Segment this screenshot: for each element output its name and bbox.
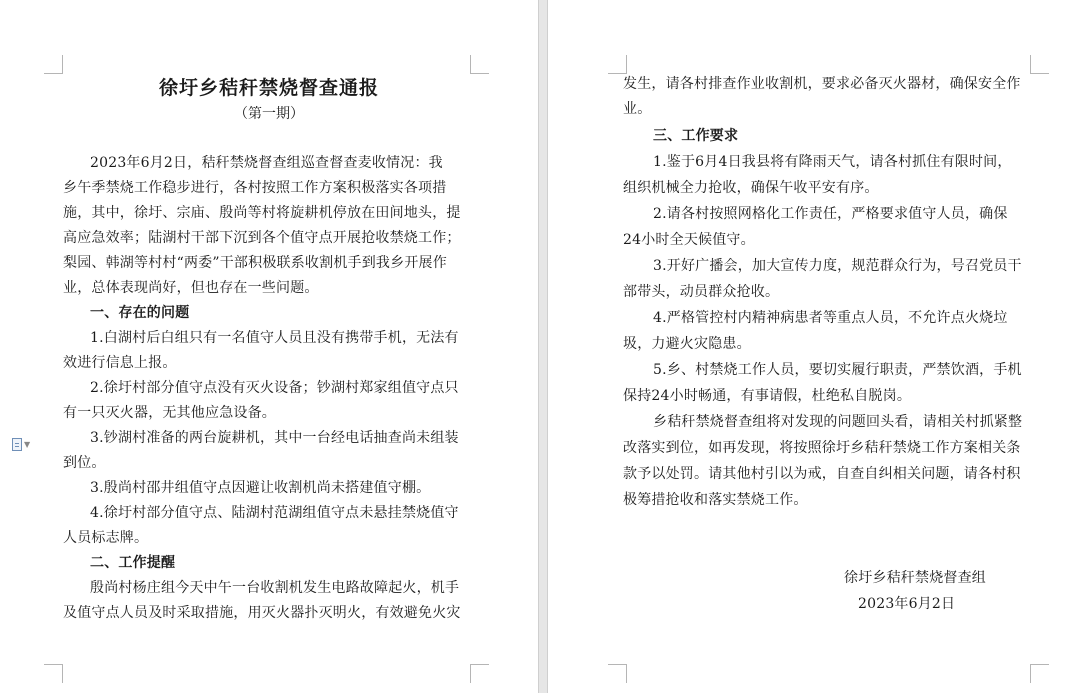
body-line: 及值守点人员及时采取措施，用灭火器扑灭明火，有效避免火灾 (63, 605, 461, 621)
body-line: 发生，请各村排查作业收割机，要求必备灭火器材，确保安全作 (623, 76, 1021, 92)
body-line: 4.严格管控村内精神病患者等重点人员，不允许点火烧垃 (653, 310, 1008, 326)
caret-down-icon: ▼ (24, 439, 31, 449)
body-line: 2023年6月2日，秸秆禁烧督查组巡查督查麦收情况：我 (90, 155, 443, 171)
crop-mark (608, 55, 627, 74)
body-line: 极筹措抢收和落实禁烧工作。 (623, 492, 808, 508)
body-line: 3.殷尚村邵井组值守点因避让收割机尚未搭建值守棚。 (90, 480, 431, 496)
page-gutter (538, 0, 548, 693)
document-sheet-icon (12, 438, 22, 451)
body-line: 有一只灭火器，无其他应急设备。 (63, 405, 276, 421)
section-heading: 二、工作提醒 (90, 555, 176, 571)
body-line: 4.徐圩村部分值守点、陆湖村范湖组值守点未悬挂禁烧值守 (90, 505, 459, 521)
document-title: 徐圩乡秸秆禁烧督查通报 (158, 77, 379, 99)
body-line: 部带头，动员群众抢收。 (623, 284, 780, 300)
body-line: 乡午季禁烧工作稳步进行，各村按照工作方案积极落实各项措 (63, 180, 447, 196)
body-line: 乡秸秆禁烧督查组将对发现的问题回头看，请相关村抓紧整 (653, 414, 1023, 430)
body-line: 1.白湖村后白组只有一名值守人员且没有携带手机，无法有 (90, 330, 459, 346)
body-line: 圾，力避火灾隐患。 (623, 336, 751, 352)
document-icon[interactable] (12, 436, 38, 452)
body-line: 2.徐圩村部分值守点没有灭火设备；钞湖村郑家组值守点只 (90, 380, 459, 396)
crop-mark (470, 664, 489, 683)
body-line: 施，其中，徐圩、宗庙、殷尚等村将旋耕机停放在田间地头，提 (63, 205, 461, 221)
body-line: 3.钞湖村准备的两台旋耕机，其中一台经电话抽查尚未组装 (90, 430, 459, 446)
body-line: 高应急效率；陆湖村干部下沉到各个值守点开展抢收禁烧工作； (63, 230, 461, 246)
body-line: 24小时全天候值守。 (623, 232, 755, 248)
body-line: 5.乡、村禁烧工作人员，要切实履行职责，严禁饮酒，手机 (653, 362, 1022, 378)
crop-mark (608, 664, 627, 683)
section-heading: 三、工作要求 (653, 128, 739, 144)
body-line: 改落实到位，如再发现，将按照徐圩乡秸秆禁烧工作方案相关条 (623, 440, 1021, 456)
left-page (0, 0, 538, 693)
crop-mark (44, 55, 63, 74)
crop-mark (44, 664, 63, 683)
body-line: 2.请各村按照网格化工作责任，严格要求值守人员，确保 (653, 206, 1008, 222)
body-line: 效进行信息上报。 (63, 355, 177, 371)
signature-date: 2023年6月2日 (858, 596, 956, 612)
signature-org: 徐圩乡秸秆禁烧督查组 (844, 570, 986, 586)
body-line: 业，总体表现尚好，但也存在一些问题。 (63, 280, 319, 296)
body-line: 到位。 (63, 455, 106, 471)
body-line: 1.鉴于6月4日我县将有降雨天气，请各村抓住有限时间， (653, 154, 1012, 170)
section-heading: 一、存在的问题 (90, 305, 190, 321)
body-line: 款予以处罚。请其他村引以为戒，自查自纠相关问题，请各村积 (623, 466, 1021, 482)
crop-mark (1030, 664, 1049, 683)
document-subtitle: （第一期） (234, 106, 304, 122)
crop-mark (1030, 55, 1049, 74)
body-line: 保持24小时畅通，有事请假，杜绝私自脱岗。 (623, 388, 912, 404)
body-line: 殷尚村杨庄组今天中午一台收割机发生电路故障起火，机手 (90, 580, 460, 596)
body-line: 3.开好广播会，加大宣传力度，规范群众行为，号召党员干 (653, 258, 1022, 274)
body-line: 组织机械全力抢收，确保午收平安有序。 (623, 180, 879, 196)
body-line: 业。 (623, 101, 652, 117)
crop-mark (470, 55, 489, 74)
right-page (548, 0, 1091, 693)
body-line: 人员标志牌。 (63, 530, 149, 546)
body-line: 梨园、韩湖等村村“两委”干部积极联系收割机手到我乡开展作 (63, 255, 447, 271)
